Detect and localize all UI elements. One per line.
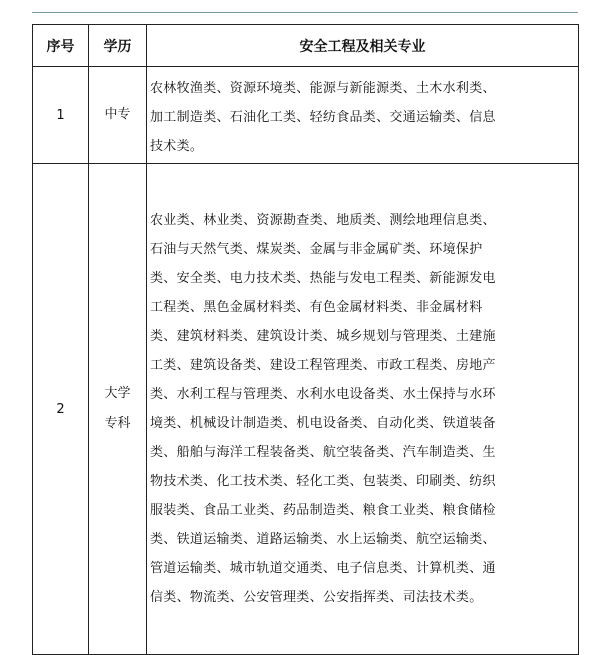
row-education (89, 164, 147, 655)
majors-line: 工程类、黑色金属材料类、有色金属材料类、非金属材料 (150, 300, 483, 315)
majors-line: 信类、物流类、公安管理类、公安指挥类、司法技术类。 (150, 590, 483, 605)
majors-line: 技术类。 (150, 138, 204, 154)
majors-line: 境类、机械设计制造类、机电设备类、自动化类、铁道装备 (150, 416, 496, 431)
majors-line: 农业类、林业类、资源勘查类、地质类、测绘地理信息类、 (150, 213, 496, 228)
row-no: 1 (33, 67, 89, 164)
education-line: 大学 (104, 386, 131, 401)
header-no: 序号 (33, 25, 89, 67)
majors-line: 物技术类、化工技术类、轻化工类、包装类、印刷类、纺织 (150, 474, 496, 489)
majors-line: 类、安全类、电力技术类、热能与发电工程类、新能源发电 (150, 271, 496, 286)
majors-line: 石油与天然气类、煤炭类、金属与非金属矿类、环境保护 (150, 242, 483, 257)
row-majors (147, 67, 579, 164)
majors-line: 管道运输类、城市轨道交通类、电子信息类、计算机类、通 (150, 561, 496, 576)
majors-line: 类、水利工程与管理类、水利水电设备类、水土保持与水环 (150, 387, 496, 402)
row-no: 2 (33, 164, 89, 655)
table-row (33, 164, 579, 655)
header-education: 学历 (89, 25, 147, 67)
row-majors (147, 164, 579, 655)
majors-line: 农林牧渔类、资源环境类、能源与新能源类、土木水利类、 (150, 80, 496, 96)
education-line: 专科 (104, 416, 131, 431)
majors-line: 类、铁道运输类、道路运输类、水上运输类、航空运输类、 (150, 532, 496, 547)
row-education (89, 67, 147, 164)
education-line: 中专 (104, 107, 131, 122)
majors-line: 工类、建筑设备类、建设工程管理类、市政工程类、房地产 (150, 358, 496, 373)
majors-line: 服装类、食品工业类、药品制造类、粮食工业类、粮食储检 (150, 503, 496, 518)
header-row (33, 25, 579, 67)
table-row (33, 67, 579, 164)
majors-table (32, 24, 579, 655)
header-majors: 安全工程及相关专业 (147, 25, 579, 67)
majors-line: 类、建筑材料类、建筑设计类、城乡规划与管理类、土建施 (150, 329, 496, 344)
top-rule (32, 12, 578, 13)
majors-line: 加工制造类、石油化工类、轻纺食品类、交通运输类、信息 (150, 109, 496, 125)
majors-line: 类、船舶与海洋工程装备类、航空装备类、汽车制造类、生 (150, 445, 496, 460)
